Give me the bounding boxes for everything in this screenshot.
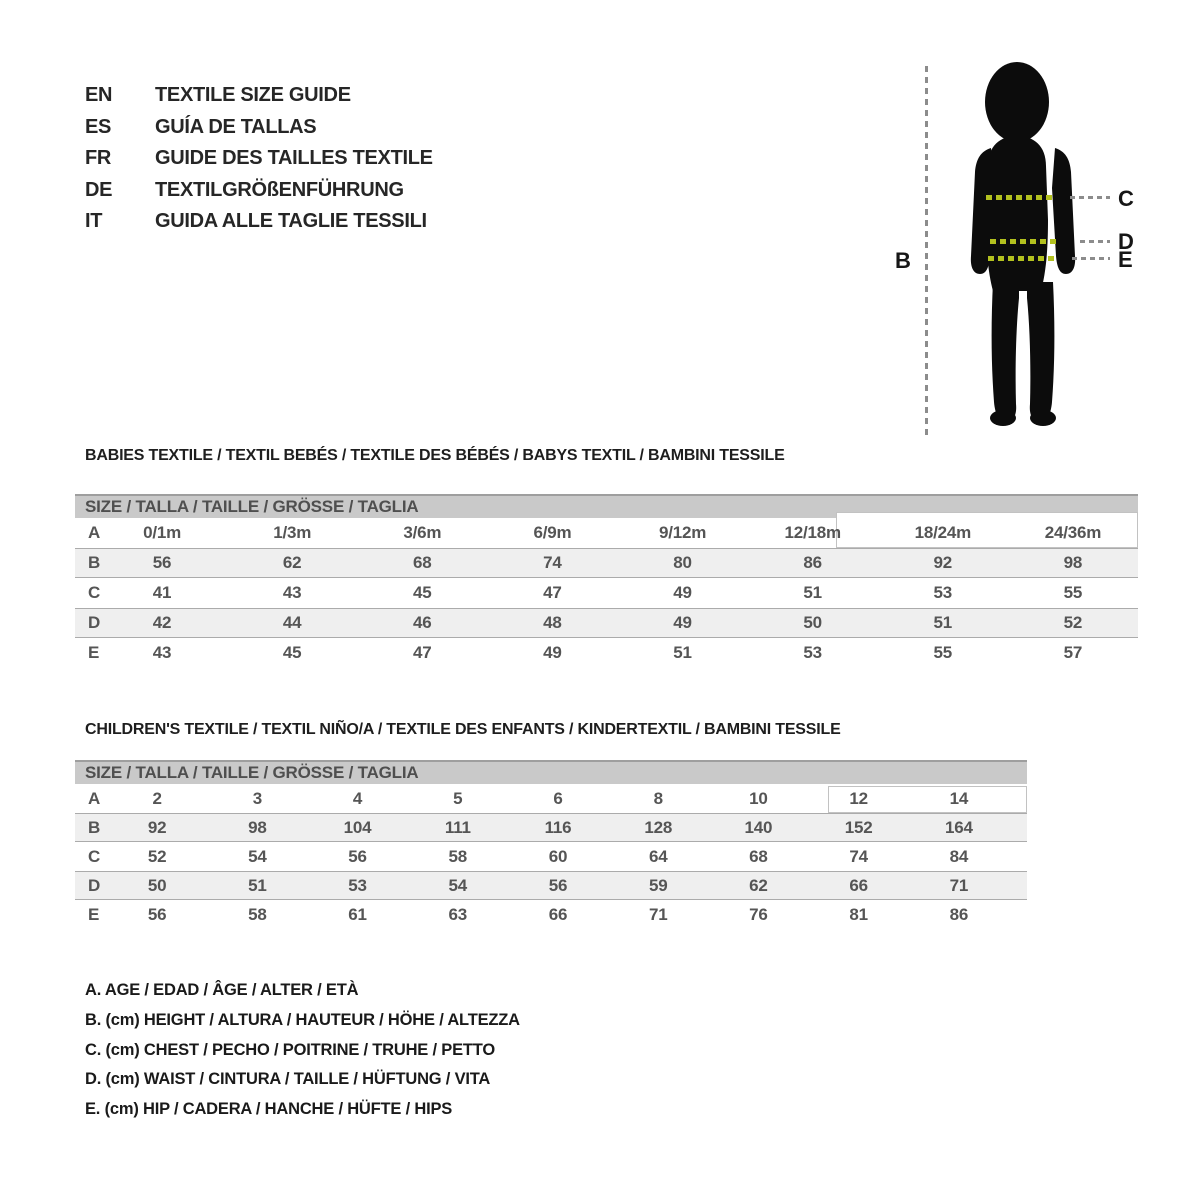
babies-section-title: BABIES TEXTILE / TEXTIL BEBÉS / TEXTILE DES BÉBÉS / BABYS TEXTIL / BAMBINI TESSILE: [85, 447, 785, 464]
table-cell: 56: [147, 904, 167, 924]
table-row: [75, 608, 1138, 638]
babies-table-header-label: SIZE / TALLA / TAILLE / GRÖSSE / TAGLIA: [85, 497, 419, 516]
table-cell: 92: [147, 817, 167, 837]
babies-size-table: [75, 494, 1138, 668]
table-cell: 57: [1063, 643, 1083, 662]
language-code: IT: [85, 210, 103, 233]
table-cell: 86: [803, 553, 822, 572]
row-values: [75, 613, 1138, 633]
table-cell: 53: [933, 583, 953, 602]
table-cell: 47: [543, 583, 562, 602]
row-label: B: [88, 817, 101, 837]
table-cell: 51: [933, 613, 953, 632]
table-cell: 49: [673, 613, 692, 632]
table-cell: 1/3m: [273, 523, 312, 542]
table-cell: 66: [548, 904, 568, 924]
row-values: [75, 553, 1138, 573]
guide-title-text: GUIDE DES TAILLES TEXTILE: [155, 147, 433, 170]
table-row: [75, 900, 1027, 929]
table-cell: 58: [448, 846, 468, 866]
row-label: B: [88, 553, 101, 572]
table-cell: 51: [248, 875, 267, 895]
table-cell: 56: [348, 846, 367, 866]
children-table-header-label: SIZE / TALLA / TAILLE / GRÖSSE / TAGLIA: [85, 763, 419, 782]
guide-title-text: GUÍA DE TALLAS: [155, 115, 317, 138]
table-cell: 18/24m: [914, 523, 972, 542]
row-values: [75, 523, 1138, 543]
table-cell: 52: [147, 846, 167, 866]
row-label: A: [88, 523, 101, 542]
table-cell: 43: [282, 583, 302, 602]
table-cell: 43: [152, 643, 172, 662]
row-label: D: [88, 875, 101, 895]
table-row: [75, 842, 1027, 871]
table-cell: 62: [282, 553, 302, 572]
chest-label: C: [1118, 186, 1134, 211]
hip-measure-line: [988, 256, 1058, 261]
table-cell: 98: [1063, 553, 1083, 572]
table-cell: 0/1m: [143, 523, 182, 542]
row-values: [75, 847, 1027, 867]
table-cell: 53: [348, 875, 367, 895]
table-row: [75, 578, 1138, 608]
children-table-body: [75, 784, 1027, 929]
table-cell: 42: [152, 613, 172, 632]
table-cell: 66: [849, 875, 868, 895]
table-cell: 41: [152, 583, 172, 602]
guide-title-text: TEXTILGRÖßENFÜHRUNG: [155, 178, 404, 201]
table-cell: 81: [849, 904, 868, 924]
table-cell: 56: [152, 553, 172, 572]
table-cell: 68: [413, 553, 432, 572]
row-values: [75, 905, 1027, 925]
row-values: [75, 876, 1027, 896]
table-cell: 58: [248, 904, 267, 924]
table-cell: 6/9m: [533, 523, 572, 542]
table-row: [75, 518, 1138, 548]
table-cell: 52: [1063, 613, 1083, 632]
row-label: C: [88, 846, 101, 866]
row-label: E: [88, 643, 100, 662]
language-code: DE: [85, 178, 113, 201]
table-cell: 128: [644, 817, 673, 837]
table-cell: 116: [544, 817, 572, 837]
table-cell: 59: [648, 875, 668, 895]
table-cell: 50: [803, 613, 822, 632]
row-values: [75, 818, 1027, 838]
table-cell: 152: [844, 817, 873, 837]
table-cell: 4: [352, 788, 363, 808]
table-row: [75, 871, 1027, 900]
hip-leader-line: [1072, 257, 1110, 260]
table-cell: 24/36m: [1044, 523, 1102, 542]
table-row: [75, 784, 1027, 813]
table-cell: 2: [152, 788, 162, 808]
table-cell: 50: [147, 875, 167, 895]
table-cell: 46: [413, 613, 432, 632]
table-cell: 14: [949, 788, 969, 808]
table-cell: 61: [348, 904, 367, 924]
waist-leader-line: [1080, 240, 1110, 243]
measurement-legend: [85, 981, 520, 1130]
table-cell: 84: [949, 846, 969, 866]
table-cell: 55: [1063, 583, 1083, 602]
table-cell: 51: [673, 643, 692, 662]
height-measure-line: [925, 66, 928, 438]
language-code: FR: [85, 147, 112, 170]
children-size-table: [75, 760, 1027, 929]
table-row: [75, 548, 1138, 578]
language-row: [85, 147, 433, 179]
table-cell: 3/6m: [403, 523, 442, 542]
language-row: [85, 179, 433, 211]
table-cell: 3: [252, 788, 262, 808]
legend-item: B. (cm) HEIGHT / ALTURA / HAUTEUR / HÖHE / ALTEZZA: [85, 1010, 520, 1029]
chest-measure-line: [986, 195, 1052, 200]
table-row: [75, 638, 1138, 668]
table-cell: 9/12m: [658, 523, 707, 542]
measurement-figure: [880, 50, 1180, 460]
table-cell: 8: [653, 788, 663, 808]
table-cell: 74: [849, 846, 868, 866]
table-cell: 76: [749, 904, 768, 924]
row-values: [75, 583, 1138, 603]
legend-item: C. (cm) CHEST / PECHO / POITRINE / TRUHE / PETTO: [85, 1040, 495, 1059]
table-cell: 54: [448, 875, 468, 895]
table-cell: 86: [949, 904, 969, 924]
table-cell: 49: [543, 643, 562, 662]
table-cell: 53: [803, 643, 822, 662]
language-row: [85, 84, 433, 116]
row-values: [75, 789, 1027, 809]
table-cell: 98: [248, 817, 267, 837]
table-cell: 62: [749, 875, 768, 895]
table-cell: 74: [543, 553, 562, 572]
legend-item: E. (cm) HIP / CADERA / HANCHE / HÜFTE / HIPS: [85, 1100, 453, 1119]
table-cell: 104: [343, 817, 372, 837]
waist-measure-line: [990, 239, 1057, 244]
table-cell: 49: [673, 583, 692, 602]
table-cell: 48: [543, 613, 562, 632]
row-label: D: [88, 613, 101, 632]
table-cell: 92: [933, 553, 953, 572]
table-cell: 45: [282, 643, 302, 662]
table-cell: 12/18m: [784, 523, 841, 542]
babies-table-body: [75, 518, 1138, 668]
table-cell: 63: [448, 904, 468, 924]
table-row: [75, 813, 1027, 842]
row-label: A: [88, 788, 101, 808]
table-cell: 64: [648, 846, 668, 866]
table-cell: 44: [282, 613, 302, 632]
legend-item: A. AGE / EDAD / ÂGE / ALTER / ETÀ: [85, 981, 359, 999]
table-cell: 80: [673, 553, 692, 572]
language-row: [85, 116, 433, 148]
table-cell: 54: [248, 846, 267, 866]
height-label: B: [895, 248, 911, 273]
table-cell: 10: [749, 788, 768, 808]
table-cell: 55: [933, 643, 953, 662]
language-title-list: [85, 84, 433, 242]
row-label: C: [88, 583, 101, 602]
table-cell: 47: [413, 643, 432, 662]
table-cell: 51: [803, 583, 822, 602]
table-cell: 60: [548, 846, 568, 866]
table-cell: 45: [413, 583, 432, 602]
row-label: E: [88, 904, 100, 924]
table-cell: 68: [749, 846, 768, 866]
table-cell: 56: [548, 875, 568, 895]
guide-title-text: TEXTILE SIZE GUIDE: [155, 84, 351, 106]
waist-label: D: [1118, 229, 1134, 254]
chest-leader-line: [1070, 196, 1110, 199]
table-cell: 111: [444, 817, 471, 837]
table-cell: 71: [949, 875, 969, 895]
guide-title-text: GUIDA ALLE TAGLIE TESSILI: [155, 210, 427, 233]
row-values: [75, 643, 1138, 663]
children-section-title: CHILDREN'S TEXTILE / TEXTIL NIÑO/A / TEXTILE DES ENFANTS / KINDERTEXTIL / BAMBINI TESSILE: [85, 721, 841, 738]
table-cell: 12: [849, 788, 868, 808]
table-cell: 164: [944, 817, 973, 837]
language-row: [85, 210, 433, 242]
table-cell: 71: [648, 904, 668, 924]
table-cell: 5: [453, 788, 463, 808]
children-table-header-bar: [75, 760, 1027, 784]
child-silhouette-icon: [958, 60, 1088, 432]
hip-label: E: [1118, 247, 1133, 272]
language-code: ES: [85, 115, 112, 138]
language-code: EN: [85, 84, 113, 106]
legend-item: D. (cm) WAIST / CINTURA / TAILLE / HÜFTUNG / VITA: [85, 1070, 491, 1089]
table-cell: 6: [553, 788, 563, 808]
table-cell: 140: [744, 817, 773, 837]
